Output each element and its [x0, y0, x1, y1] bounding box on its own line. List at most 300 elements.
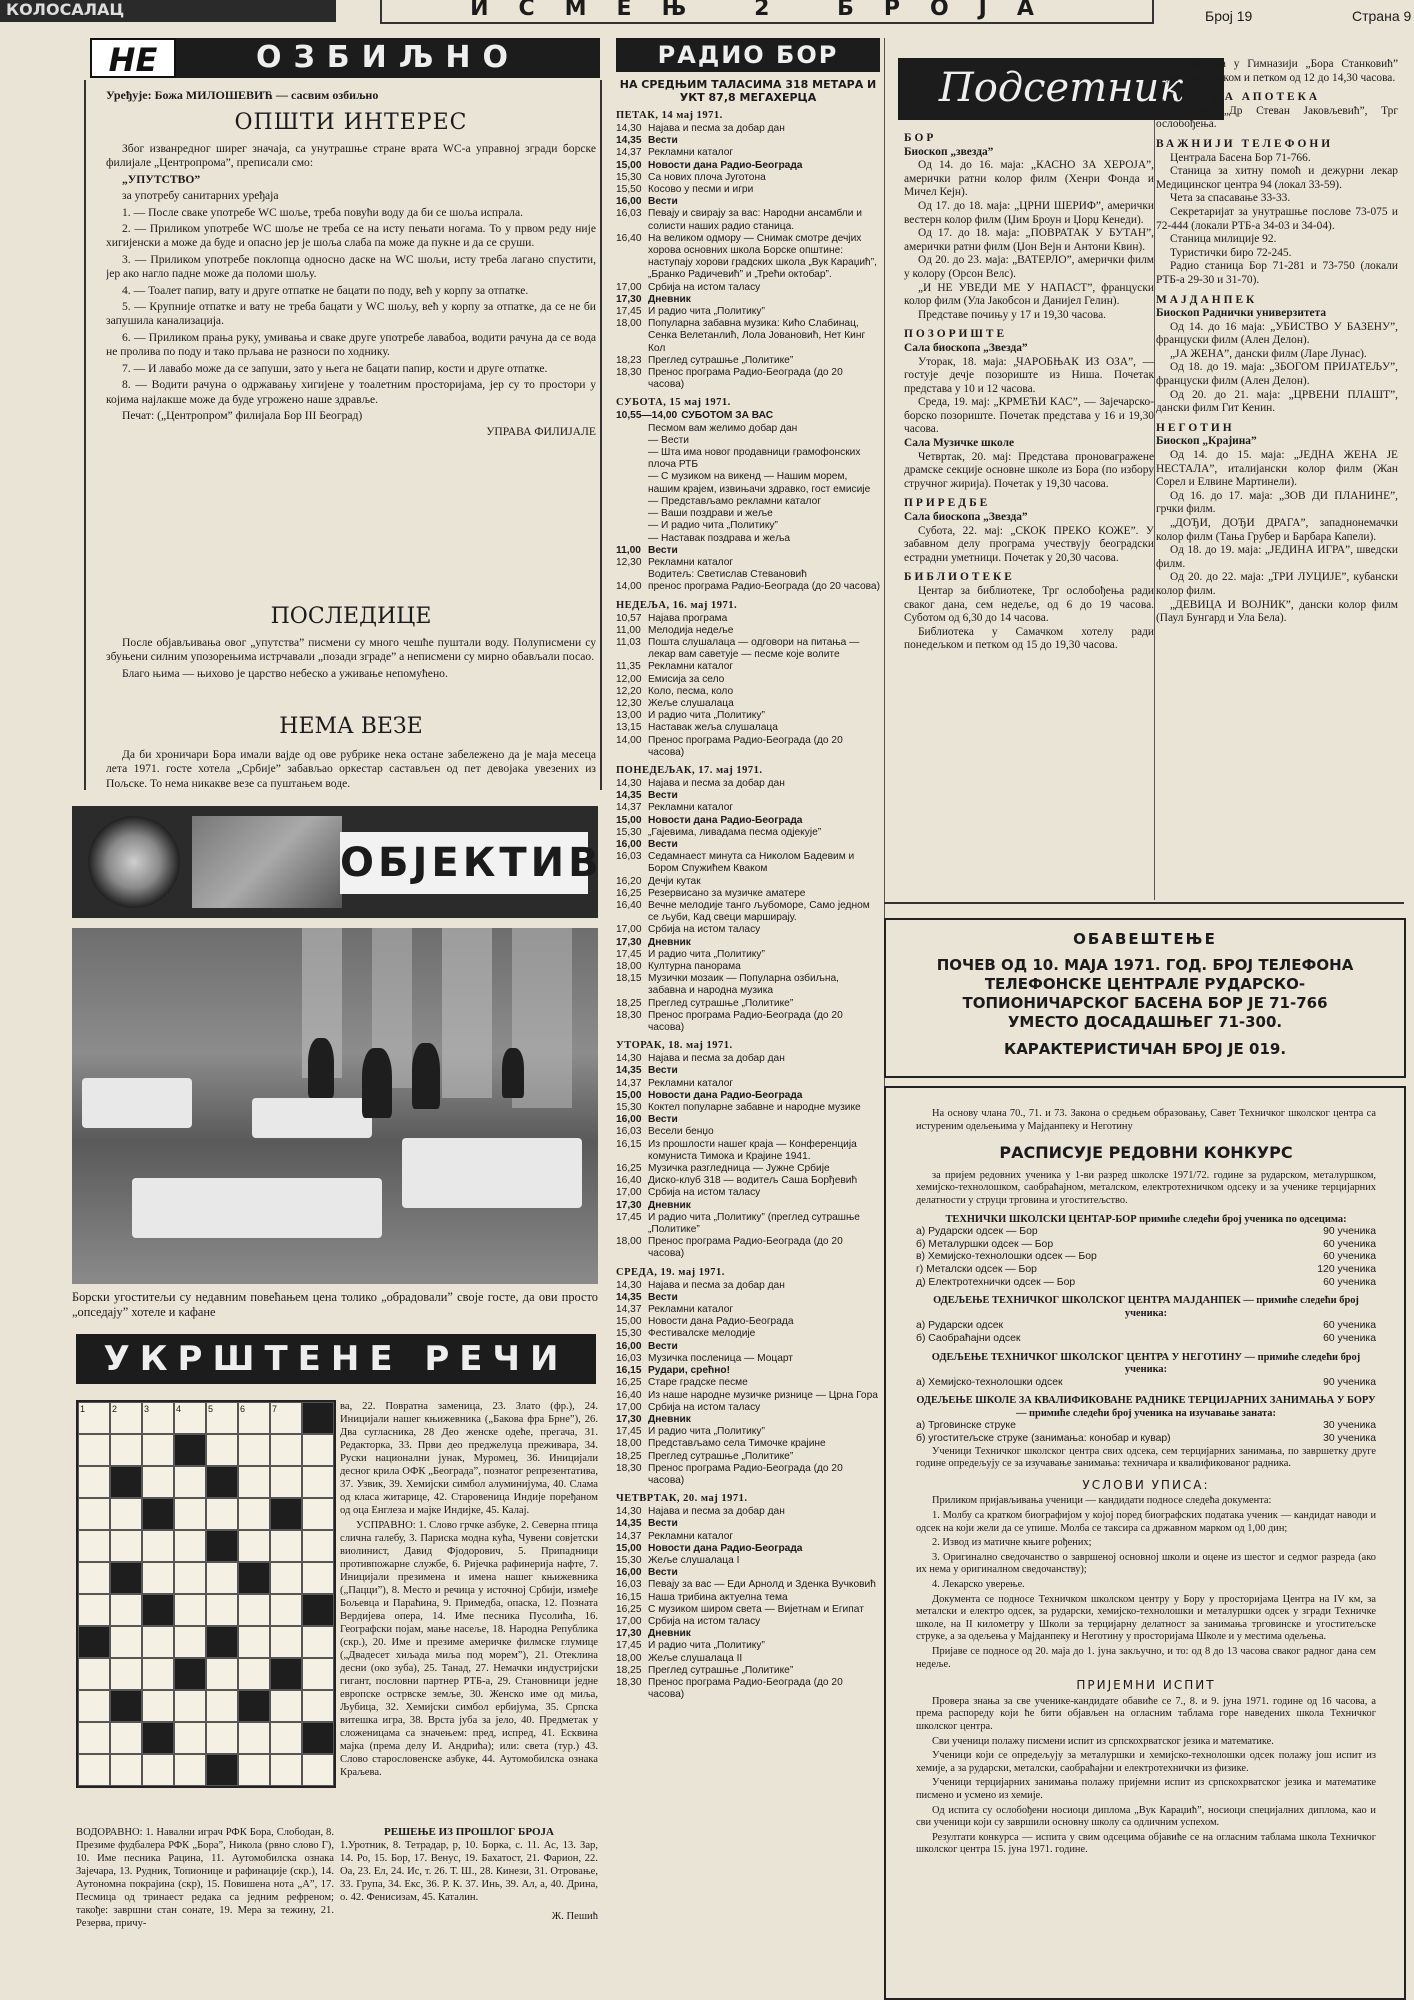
program-title: Дечји кутак — [648, 875, 701, 887]
program-time: 10,57 — [616, 612, 642, 624]
radio-program-row — [616, 208, 880, 232]
grid-cell — [238, 1466, 270, 1498]
issue-number: Број 19 — [1205, 8, 1253, 24]
radio-day-heading: СУБОТА, 15 мај 1971. — [616, 397, 731, 409]
radio-program-row — [616, 1292, 880, 1304]
radio-program-row — [616, 949, 880, 961]
radio-program-row — [616, 900, 880, 924]
podsetnik-venue: Сала Музичке школе — [904, 437, 1015, 450]
program-title: Косово у песми и игри — [648, 184, 754, 196]
program-time: 14,35 — [616, 1291, 642, 1303]
konkurs-p5: Пријаве се подносе од 20. маја до 1. јуна закључно, и то: од 8 до 13 часова сваког радног дана сем недеље. — [916, 1645, 1376, 1670]
radio-program-row — [616, 471, 880, 495]
program-time: 16,15 — [616, 1138, 642, 1150]
grid-cell — [270, 1626, 302, 1658]
program-title: Жеље слушалаца — [648, 697, 734, 709]
program-time: 11,03 — [616, 636, 641, 648]
program-title: „Гајевима, ливадама песма одјекује” — [648, 826, 822, 838]
podsetnik-entry: Апотека „Др Стеван Јаковљевић”, Трг ослобођења. — [1156, 104, 1398, 131]
podsetnik-entry: Од 14. до 15. маја: „ЈЕДНА ЖЕНА ЈЕ НЕСТАЛА”, италијански колор филм (Жан Сорел и Елвине Мартинели). — [1156, 449, 1398, 489]
grid-cell — [238, 1434, 270, 1466]
podsetnik-entry: Од 18. до 19. маја: „ЈЕДИНА ИГРА”, шведски филм. — [1156, 544, 1398, 570]
program-title: Преглед сутрашње „Политике” — [648, 354, 794, 366]
grid-cell — [270, 1690, 302, 1722]
radio-program-row — [616, 827, 880, 839]
radio-program-row — [616, 1163, 880, 1175]
podsetnik-entry: Централа Басена Бор 71-766. — [1170, 151, 1311, 164]
enrollment-dept: б) Саобраћајни одсек — [916, 1332, 1021, 1344]
grid-cell — [142, 1466, 174, 1498]
program-time: 17,45 — [616, 306, 642, 318]
program-title: Преглед сутрашње „Политике” — [648, 1450, 794, 1462]
program-title: Коктел популарне забавне и народне музике — [648, 1102, 861, 1114]
program-title: Рекламни каталог — [648, 556, 734, 568]
grid-cell — [302, 1658, 334, 1690]
enrollment-row — [916, 1264, 1376, 1277]
grid-cell-black — [142, 1594, 174, 1626]
program-time — [616, 471, 648, 495]
grid-cell — [142, 1658, 174, 1690]
podsetnik-heading: НЕГОТИН — [1156, 421, 1235, 434]
program-time: 16,25 — [616, 887, 642, 899]
program-title: Србија на истом таласу — [648, 1187, 761, 1199]
radio-program-row — [616, 1414, 880, 1426]
program-time: 17,30 — [616, 1413, 642, 1425]
program-title: Водитељ: Светислав Стевановић — [648, 569, 807, 581]
program-time: 11,35 — [616, 661, 641, 673]
grid-cell — [78, 1722, 110, 1754]
grid-cell — [206, 1562, 238, 1594]
podsetnik-venue: Биоскоп „звезда” — [904, 145, 994, 158]
grid-cell — [110, 1658, 142, 1690]
radio-program-row — [616, 1616, 880, 1628]
grid-cell — [142, 1562, 174, 1594]
radio-subtitle: НА СРЕДЊИМ ТАЛАСИМА 318 МЕТАРА И УКТ 87,8 МЕГАХЕРЦА — [619, 78, 877, 104]
grid-cell-black — [302, 1594, 334, 1626]
radio-program-row — [616, 924, 880, 936]
program-title: Из прошлости нашег краја — Конференција комуниста Тимока и Крајине 1941. — [648, 1138, 857, 1162]
grid-cell — [142, 1754, 174, 1786]
enrollment-row — [916, 1420, 1376, 1433]
grid-cell — [142, 1626, 174, 1658]
konkurs-box — [884, 1086, 1406, 2000]
rule: 5. — Крупније отпатке и вату не треба бацати у WC шољу, већ у корпу за отпатке, да се не би запушила канализација. — [106, 300, 596, 328]
podsetnik-entry: Станица за хитну помоћ и дежурни лекар Медицинског центра 94 (локал 33-59). — [1156, 165, 1398, 191]
program-title: Певају и свирају за вас: Народни ансамбли и солисти наших радио станица. — [648, 208, 862, 232]
radio-program-row — [616, 1604, 880, 1616]
p2b: Благо њима — њихово је царство небеско а уживање непомућено. — [122, 666, 448, 680]
program-title: Најава и песма за добар дан — [648, 777, 785, 789]
grid-cell — [238, 1722, 270, 1754]
doc-item: 2. Извод из матичне књиге рођених; — [932, 1537, 1092, 1549]
header-section-name: КОЛОСАЛАЦ — [0, 0, 336, 22]
radio-program-row — [616, 1390, 880, 1402]
grid-cell-black — [206, 1466, 238, 1498]
podsetnik-entry: Библиотека у Самачком хотелу ради понедељком и петком од 15 до 19,30 часова. — [904, 625, 1154, 652]
doc-item: 3. Оригинално сведочанство о завршеној основној школи и оцене из шестог и седмог разреда (ако их нема у оригиналном сведочанству); — [916, 1551, 1376, 1576]
grid-cell: 1 — [78, 1402, 110, 1434]
program-title: Резервисано за музичке аматере — [648, 887, 806, 899]
podsetnik-entry: Од 14. до 16 маја: „УБИСТВО У БАЗЕНУ”, француски филм (Ален Делон). — [1156, 320, 1398, 347]
program-time: 14,30 — [616, 1506, 642, 1518]
grid-cell — [110, 1498, 142, 1530]
byline: Уређује: Божа МИЛОШЕВИЋ — сасвим озбиљно — [106, 88, 379, 102]
enrollment-count: 60 ученика — [1323, 1251, 1376, 1263]
radio-day-heading: НЕДЕЉА, 16. мај 1971. — [616, 599, 738, 611]
program-title: Мелодија недеље — [648, 624, 734, 636]
program-time: 16,00 — [616, 838, 642, 850]
podsetnik-entry: Секретаријат за унутрашње послове 73-075 и 72-444 (локали РТБ-а 34-03 и 34-04). — [1156, 205, 1398, 232]
grid-cell — [174, 1722, 206, 1754]
podsetnik-entry: Представе почињу у 17 и 19,30 часова. — [918, 308, 1107, 321]
konkurs-p3: Приликом пријављивања ученици — кандидати подносе следећа документа: — [932, 1495, 1272, 1507]
program-title: Најава и песма за добар дан — [648, 1279, 785, 1291]
program-title: СУБОТОМ ЗА ВАС — [681, 410, 774, 422]
program-time: 18,00 — [616, 318, 642, 330]
grid-cell-black — [110, 1690, 142, 1722]
radio-day-heading: СРЕДА, 19. мај 1971. — [616, 1266, 725, 1278]
program-time: 16,03 — [616, 851, 642, 863]
program-title: И радио чита „Политику” — [648, 1640, 765, 1652]
grid-cell — [238, 1754, 270, 1786]
program-time: 17,45 — [616, 948, 642, 960]
podsetnik-entry: Радио станица Бор 71-281 и 73-750 (локали РТБ-а 29-30 и 31-70). — [1156, 260, 1398, 286]
konkurs-table-negotin — [916, 1377, 1376, 1390]
grid-cell: 7 — [270, 1402, 302, 1434]
program-time: 14,00 — [616, 734, 642, 746]
podsetnik-entry: Од 20. до 22. маја: „ТРИ ЛУЦИЈЕ”, кубански колор филм. — [1156, 571, 1398, 597]
radio-program-row — [616, 135, 880, 147]
radio-program-row — [616, 184, 880, 196]
program-time: 11,00 — [616, 544, 641, 556]
program-title: — И радио чита „Политику” — [648, 520, 778, 532]
program-time: 14,30 — [616, 1053, 642, 1065]
program-title: Жеље слушалаца II — [648, 1652, 743, 1664]
podsetnik-right — [1156, 58, 1398, 898]
grid-cell — [174, 1754, 206, 1786]
program-time: 16,15 — [616, 1365, 642, 1377]
podsetnik-venue: Сала биоскопа „Звезда” — [904, 511, 1028, 524]
program-time: 18,00 — [616, 961, 642, 972]
podsetnik-venue: Биоскоп „Крајина” — [1156, 435, 1257, 448]
program-time — [616, 520, 648, 532]
clues-vodoravno-cont: ва, 22. Повратна заменица, 23. Злато (фр.), 24. Иницијали нашег књижевника („Бакова фра Брне”), 26. Два сугласника, 28 Део женске одеће, прегача, 31. Редакторка, 33. Први део преджелуца преживара, 34. Руски национални јунак, Муромец, 36. Иницијали десног крила ОФК „Београда”, познатог репрезентатива, 37. Узвик, 39. Хемијски симбол алуминијума, 40. Слама од класа житарице, 42. Старовеница Индије поређаном од оца Енглеза и мајке Индијке, 45. Калај. — [340, 1401, 598, 1516]
program-title: Пошта слушалаца — одговори на питања — лекар вам саветује — песме које волите — [648, 636, 860, 661]
radio-program-row — [616, 423, 880, 435]
podsetnik-entry: Уторак, 18. маја: „ЧАРОБЊАК ИЗ ОЗА”, — гостује дечје позориште из Ниша. Почетак представа у 10 и 12 часова. — [904, 355, 1154, 395]
radio-program-row — [616, 306, 880, 318]
grid-cell — [142, 1434, 174, 1466]
podsetnik-entry: Библиотека у Гимназији „Бора Станковић” ради понедељком и петком од 12 до 14,30 часова. — [1156, 58, 1398, 84]
program-title: Вести — [648, 790, 678, 802]
radio-program-row — [616, 698, 880, 710]
radio-program-row — [616, 815, 880, 827]
radio-program-row — [616, 1187, 880, 1199]
konkurs-s2: ОДЕЉЕЊЕ ТЕХНИЧКОГ ШКОЛСКОГ ЦЕНТРА МАЈДАНПЕК — примиће следећи број ученика: — [933, 1295, 1359, 1319]
radio-program-row — [616, 1053, 880, 1065]
konkurs-p2: Ученици Техничког школског центра свих одсека, сем терцијарних занимања, по завршетку друге године опредељују се за изучавање занимања: техничара и квалификованог радника. — [916, 1445, 1376, 1470]
radio-program-row — [616, 282, 880, 294]
radio-program-row — [616, 961, 880, 973]
grid-cell — [110, 1530, 142, 1562]
enrollment-count: 60 ученика — [1323, 1276, 1376, 1288]
radio-program-row — [616, 1567, 880, 1579]
title-ne: НЕ — [90, 38, 176, 78]
restaurant-photo — [72, 928, 598, 1284]
radio-program-row — [616, 1175, 880, 1187]
konkurs-content — [916, 1108, 1376, 1988]
page-number: Страна 9 — [1352, 8, 1412, 24]
program-title: Вести — [648, 1518, 678, 1530]
konkurs-table-tercijarne — [916, 1420, 1376, 1445]
rule: 1. — После сваке употребе WC шоље, треба повући воду да би се шоља испрала. — [122, 205, 524, 219]
podsetnik-entry: Туристички биро 72-245. — [1170, 246, 1292, 259]
podsetnik-entry: Чета за спасавање 33-33. — [1170, 192, 1291, 205]
grid-cell-black — [142, 1722, 174, 1754]
program-time: 15,00 — [616, 1542, 642, 1554]
ne-ozbiljno-title — [90, 38, 600, 78]
enrollment-row — [916, 1433, 1376, 1446]
podsetnik-entry: „И НЕ УВЕДИ МЕ У НАПАСТ”, француски колор филм (Ула Јакобсон и Данијел Гелин). — [904, 281, 1154, 308]
rule: 3. — Приликом употребе поклопца односно даске на WC шољи, исту треба лагано спустити, јер ако нагло падне може да поломи шољу. — [106, 252, 596, 281]
program-title: Представљамо села Тимочке крајине — [648, 1438, 826, 1450]
program-time: 10,55—14,00 — [616, 410, 678, 422]
program-title: Пренос програма Радио-Београда (до 20 часова) — [648, 367, 843, 391]
program-title: Културна панорама — [648, 961, 741, 972]
program-time: 17,45 — [616, 1640, 642, 1652]
program-title: Популарна забавна музика: Кићо Слабинац, Сенка Велетанлић, Лола Јовановић, Нет Кинг Кол — [648, 318, 866, 354]
grid-cell-black — [206, 1754, 238, 1786]
radio-program-row — [616, 735, 880, 759]
program-title: Музички мозаик — Популарна озбиљна, забавна и народна музика — [648, 973, 839, 997]
sec-posledice: ПОСЛЕДИЦЕ — [270, 604, 432, 629]
obavestenje-box — [884, 918, 1406, 1078]
crossword-clues-vodoravno: ВОДОРАВНО: 1. Навални играч РФК Бора, Слободан, 8. Презиме фудбалера РФК „Бора”, Никола (рвно слово Г), 10. Име песника Рацина, 11. Аутомобилска ознака Зајечара, 13. Рудник, Топионице и рафинације (скр.), 14. Аутономна покрајина (скр), 15. Повишена нота „А”, 17. Песмица од тринаест редака са једним рефреном; такође: завршни стан сонате, 19. Мера за тежину, 21. Резерва, причу- — [76, 1827, 334, 1929]
podsetnik-entry: Центар за библиотеке, Трг ослобођења ради сваког дана, сем недеље, од 6 до 19 часова. Суботом од 6,30 до 14 часова. — [904, 585, 1154, 625]
enrollment-row — [916, 1377, 1376, 1390]
program-time: 17,00 — [616, 281, 642, 293]
radio-day-heading: ПЕТАК, 14 мај 1971. — [616, 110, 723, 121]
program-time: 13,15 — [616, 722, 642, 734]
radio-program-row — [616, 625, 880, 637]
camera-body-icon — [192, 816, 342, 908]
grid-cell: 4 — [174, 1402, 206, 1434]
grid-cell-black — [270, 1498, 302, 1530]
radio-program-row — [616, 1212, 880, 1236]
radio-program-row — [616, 533, 880, 545]
enrollment-count: 60 ученика — [1323, 1320, 1376, 1332]
program-title: Вести — [648, 135, 678, 147]
podsetnik-heading: БОР — [904, 132, 937, 144]
column-rule — [1154, 120, 1155, 900]
rule: 8. — Водити рачуна о одржавању хигијене у тоалетним просторијама, јер су то простори у којима најлакше може да буде угрожено наше здравље. — [106, 378, 596, 406]
solution-text: 1.Уротник, 8. Тетрадар, р, 10. Борка, с. 11. Ас, 13. Зар, 14. Ро, 15. Бор, 17. Венус, 19. Бахатост, 21. Фарион, 22. Оа, 23. Ел, 24. Ис, т. 26. Т. Ш., 28. Кинези, 31. Отровање, 33. Група, 34. Екс, 36. Р. К. 37. Инь, 39. Ал, а, 40. Дрина, о. 42. Фенисизам, 45. Каталин. — [340, 1840, 598, 1903]
program-time: 16,40 — [616, 232, 642, 244]
grid-cell-black — [174, 1658, 206, 1690]
konkurs-title: РАСПИСУЈЕ РЕДОВНИ КОНКУРС — [999, 1143, 1293, 1163]
radio-program-row — [616, 722, 880, 734]
podsetnik-heading: ВАЖНИЈИ ТЕЛЕФОНИ — [1156, 137, 1334, 150]
program-title: Фестивалске мелодије — [648, 1328, 756, 1340]
ne-ozbiljno-right-rule — [600, 80, 602, 790]
podsetnik-heading: ПРИРЕДБЕ — [904, 497, 991, 510]
enrollment-dept: а) Рударски одсек — [916, 1320, 1004, 1332]
program-time: 17,30 — [616, 936, 642, 948]
program-time: 16,25 — [616, 1163, 642, 1175]
radio-program-row — [616, 790, 880, 802]
program-time: 15,30 — [616, 171, 642, 183]
objektiv-title: ОБЈЕКТИВ — [340, 832, 588, 894]
program-title: пренос програма Радио-Београда (до 20 часова) — [648, 581, 880, 593]
program-time: 16,40 — [616, 1389, 642, 1401]
podsetnik-entry: „ДЕВИЦА И ВОЈНИК”, дански колор филм (Паул Бунгард и Ула Бела). — [1156, 598, 1398, 625]
grid-cell-black — [110, 1466, 142, 1498]
program-time: 12,20 — [616, 685, 642, 697]
program-time: 15,30 — [616, 1554, 642, 1566]
radio-program-row — [616, 318, 880, 355]
konkurs-table-majdanpek — [916, 1320, 1376, 1345]
radio-program-row — [616, 637, 880, 661]
grid-cell — [78, 1530, 110, 1562]
program-title: На великом одмору — Снимак смотре дечјих хорова основних школа Борске општине: наступају хорови градских школа „Вук Караџић”, „Бранко Радичевић” и „Трећи октобар”. — [648, 232, 877, 281]
podsetnik-entry: Четвртак, 20. мај: Представа проновагражене драмске секције основне школе из Бора (по избору стручног жирија). Почетак у 19,30 часова. — [904, 450, 1154, 490]
program-title: Рекламни каталог — [648, 1077, 734, 1089]
program-title: И радио чита „Политику” — [648, 710, 765, 722]
program-time: 16,03 — [616, 1126, 642, 1138]
program-title: Србија на истом таласу — [648, 1401, 761, 1413]
enrollment-row — [916, 1251, 1376, 1264]
grid-cell — [206, 1722, 238, 1754]
program-title: С музиком широм света — Вијетнам и Египат — [648, 1603, 864, 1615]
program-title: Диско-клуб 318 — водитељ Саша Борђевић — [648, 1175, 858, 1187]
radio-program-row — [616, 545, 880, 557]
program-time: 18,25 — [616, 997, 642, 1009]
radio-program-row — [616, 123, 880, 135]
program-time: 14,37 — [616, 1304, 642, 1316]
program-time: 14,37 — [616, 1077, 642, 1089]
program-title: Седамнаест минута са Николом Бадевим и Бором Спужићем Кваком — [648, 851, 855, 875]
program-title: Најава и песма за добар дан — [648, 1053, 785, 1065]
radio-program-row — [616, 1518, 880, 1530]
podsetnik-entry: Станица милиције 92. — [1170, 233, 1277, 246]
program-title: Најава програма — [648, 612, 728, 624]
program-time: 18,30 — [616, 1462, 642, 1474]
grid-cell — [206, 1658, 238, 1690]
radio-program-row — [616, 557, 880, 569]
enrollment-row — [916, 1333, 1376, 1346]
program-title: Пренос програма Радио-Београда (до 20 часова) — [648, 1236, 843, 1260]
ne-ozbiljno-left-rule — [84, 80, 86, 790]
podsetnik-entry: „ЈА ЖЕНА”, дански филм (Ларе Лунас). — [1170, 347, 1367, 360]
program-time: 16,25 — [616, 1603, 642, 1615]
obavestenje-title: ОБАВЕШТЕЊЕ — [1073, 930, 1217, 948]
enrollment-dept: в) Хемијско-технолошки одсек — Бор — [916, 1251, 1097, 1263]
program-time: 16,40 — [616, 899, 642, 911]
grid-cell — [270, 1562, 302, 1594]
radio-program-row — [616, 1640, 880, 1652]
program-time: 15,00 — [616, 159, 642, 171]
program-time — [616, 423, 648, 435]
stamp: Печат: („Центропром” филијала Бор III Београд) — [122, 408, 363, 422]
program-title: — С музиком на викенд — Нашим морем, нашим крајем, извињачи здравко, гост емисије — [648, 471, 871, 495]
program-title: Новости дана Радио-Београда — [648, 814, 803, 826]
enrollment-count: 60 ученика — [1323, 1238, 1376, 1250]
konkurs-s4: ОДЕЉЕЊЕ ШКОЛЕ ЗА КВАЛИФИКОВАНЕ РАДНИКЕ ТЕРЦИЈАРНИХ ЗАНИМАЊА У БОРУ — примиће следећи број ученика на изучавање заната: — [916, 1395, 1376, 1419]
radio-program-row — [616, 1451, 880, 1463]
radio-program-row — [616, 1426, 880, 1438]
program-time: 14,35 — [616, 790, 642, 802]
enrollment-dept: г) Металски одсек — Бор — [916, 1263, 1037, 1275]
program-time: 12,30 — [616, 556, 642, 568]
program-time: 14,35 — [616, 1065, 642, 1077]
grid-cell-black — [270, 1658, 302, 1690]
program-time: 14,35 — [616, 1518, 642, 1530]
program-title: Рудари, срећно! — [648, 1365, 731, 1377]
program-title: Пренос програма Радио-Београда (до 20 часова) — [648, 734, 843, 758]
radio-program-row — [616, 196, 880, 208]
grid-cell — [302, 1434, 334, 1466]
program-time: 18,00 — [616, 1236, 642, 1248]
radio-program-row — [616, 851, 880, 875]
program-title: Рекламни каталог — [648, 1304, 734, 1316]
radio-program-row — [616, 1328, 880, 1340]
grid-cell — [110, 1626, 142, 1658]
program-time: 18,30 — [616, 367, 642, 379]
grid-cell-black — [110, 1562, 142, 1594]
radio-program-row — [616, 410, 880, 422]
grid-cell — [302, 1530, 334, 1562]
podsetnik-heading: ПОЗОРИШТЕ — [904, 328, 1008, 341]
program-title: Дневник — [648, 936, 691, 948]
grid-cell — [78, 1658, 110, 1690]
grid-cell-black — [302, 1402, 334, 1434]
radio-program-row — [616, 1677, 880, 1701]
program-title: Вести — [648, 1291, 678, 1303]
program-time: 14,35 — [616, 135, 642, 147]
radio-program-row — [616, 1114, 880, 1126]
program-time: 15,30 — [616, 1328, 642, 1340]
grid-cell-black — [238, 1690, 270, 1722]
radio-program-row — [616, 1438, 880, 1450]
program-time: 17,45 — [616, 1211, 642, 1223]
radio-program-row — [616, 233, 880, 282]
program-time: 17,00 — [616, 1615, 642, 1627]
program-time: 15,00 — [616, 814, 642, 826]
grid-cell — [78, 1754, 110, 1786]
program-time: 11,00 — [616, 624, 641, 636]
konkurs-p11: Резултати конкурса — испита у свим одсецима објавиће се на огласним таблама школа Техничког школског центра 15. јуна 1971. године. — [916, 1831, 1376, 1856]
grid-cell — [78, 1594, 110, 1626]
radio-program-row — [616, 1402, 880, 1414]
radio-program-row — [616, 569, 880, 581]
enrollment-count: 60 ученика — [1323, 1332, 1376, 1344]
radio-title: РАДИО БОР — [616, 38, 880, 72]
grid-cell — [174, 1690, 206, 1722]
signature: УПРАВА ФИЛИЈАЛЕ — [486, 425, 596, 439]
podsetnik-left — [904, 126, 1154, 896]
opsti-interes-body — [106, 142, 596, 442]
konkurs-p9: Ученици терцијарних занимања полажу приjемни испит из српскохрватског језика и математике писмено и усмено из хемије. — [916, 1777, 1376, 1801]
program-time — [616, 435, 648, 447]
grid-cell — [238, 1626, 270, 1658]
program-title: И радио чита „Политику” — [648, 306, 765, 318]
grid-cell — [78, 1498, 110, 1530]
radio-program-row — [616, 1139, 880, 1163]
radio-day-heading: УТОРАК, 18. мај 1971. — [616, 1040, 733, 1052]
program-time — [616, 508, 648, 520]
radio-program-row — [616, 1463, 880, 1487]
program-time: 15,00 — [616, 1316, 642, 1328]
